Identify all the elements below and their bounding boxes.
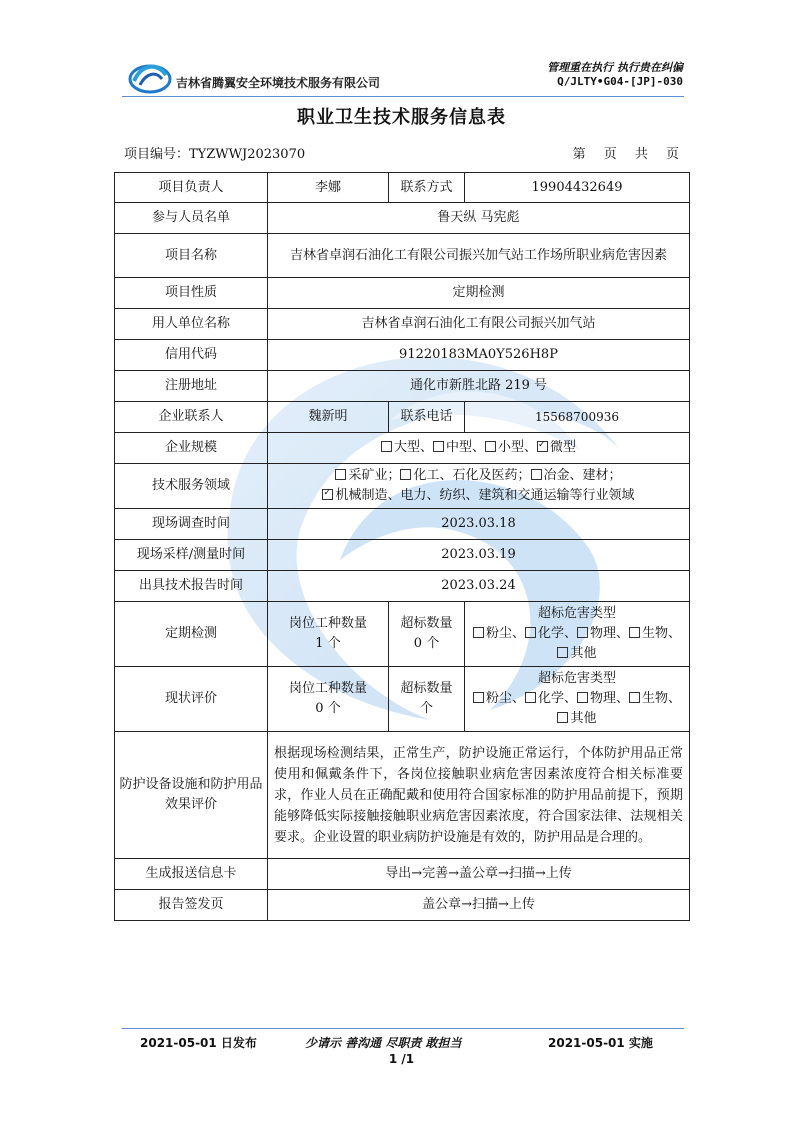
checkbox-biological[interactable] bbox=[629, 692, 640, 703]
status-label: 现状评价 bbox=[115, 667, 268, 732]
project-number: 项目编号：TYZWWJ2023070 bbox=[124, 147, 306, 162]
field-options bbox=[268, 464, 690, 509]
members-label: 参与人员名单 bbox=[115, 203, 268, 234]
hazard-dust: 粉尘、 bbox=[485, 691, 525, 706]
ent-phone-label: 联系电话 bbox=[389, 402, 465, 433]
checkbox-large[interactable] bbox=[381, 441, 392, 452]
employer-value: 吉林省卓润石油化工有限公司振兴加气站 bbox=[268, 309, 690, 340]
contact-value: 19904432649 bbox=[465, 173, 690, 203]
company-logo-icon bbox=[128, 55, 172, 95]
checkbox-other[interactable] bbox=[557, 647, 568, 658]
periodic-posts-label: 岗位工种数量 bbox=[288, 616, 367, 631]
checkbox-physical[interactable] bbox=[577, 692, 588, 703]
document-code: Q/JLTY•G04-[JP]-030 bbox=[557, 75, 683, 88]
checkbox-small[interactable] bbox=[485, 441, 496, 452]
publish-date: 2021-05-01 日发布 bbox=[140, 1036, 257, 1050]
page-info: 第 页 共 页 bbox=[572, 147, 679, 162]
card-label: 生成报送信息卡 bbox=[115, 859, 268, 890]
hazard-physical: 物理、 bbox=[590, 626, 630, 641]
table-row bbox=[115, 203, 690, 234]
status-hazard bbox=[465, 667, 690, 732]
info-table bbox=[114, 172, 690, 921]
hazard-dust: 粉尘、 bbox=[485, 626, 525, 641]
hazard-chemical: 化学、 bbox=[537, 691, 577, 706]
employer-label: 用人单位名称 bbox=[115, 309, 268, 340]
checkbox-other[interactable] bbox=[557, 712, 568, 723]
status-over-label: 超标数量 bbox=[400, 681, 453, 696]
field-option-mining: 采矿业； bbox=[348, 468, 401, 483]
table-row bbox=[115, 732, 690, 859]
table-row bbox=[115, 340, 690, 371]
checkbox-dust[interactable] bbox=[473, 692, 484, 703]
credit-value: 91220183MA0Y526H8P bbox=[268, 340, 690, 371]
checkbox-metallurgy[interactable] bbox=[531, 469, 542, 480]
table-row bbox=[115, 859, 690, 890]
periodic-posts-value: 1 个 bbox=[315, 636, 341, 651]
checkbox-mining[interactable] bbox=[335, 469, 346, 480]
nature-value: 定期检测 bbox=[268, 278, 690, 309]
footer-motto: 少请示 善沟通 尽职责 敢担当 bbox=[305, 1036, 462, 1050]
periodic-over-value: 0 个 bbox=[413, 636, 440, 651]
checkbox-physical[interactable] bbox=[577, 627, 588, 638]
implement-date: 2021-05-01 实施 bbox=[548, 1036, 653, 1050]
scale-options bbox=[268, 433, 690, 464]
checkbox-medium[interactable] bbox=[433, 441, 444, 452]
periodic-hazard bbox=[465, 602, 690, 667]
periodic-posts bbox=[268, 602, 389, 667]
table-row bbox=[115, 509, 690, 540]
scale-label: 企业规模 bbox=[115, 433, 268, 464]
hazard-physical: 物理、 bbox=[590, 691, 630, 706]
table-row bbox=[115, 309, 690, 340]
status-posts bbox=[268, 667, 389, 732]
checkbox-chemical-hazard[interactable] bbox=[525, 627, 536, 638]
table-row bbox=[115, 890, 690, 921]
sampling-value: 2023.03.19 bbox=[268, 540, 690, 571]
project-name-value: 吉林省卓润石油化工有限公司振兴加气站工作场所职业病危害因素 bbox=[268, 234, 690, 278]
scale-option-large: 大型、 bbox=[393, 440, 433, 455]
survey-value: 2023.03.18 bbox=[268, 509, 690, 540]
periodic-label: 定期检测 bbox=[115, 602, 268, 667]
status-posts-value: 0 个 bbox=[315, 701, 341, 716]
hazard-other: 其他 bbox=[570, 646, 597, 661]
periodic-hazard-title: 超标危害类型 bbox=[537, 606, 616, 621]
field-option-chemical: 化工、石化及医药； bbox=[413, 468, 531, 483]
header-divider bbox=[122, 96, 684, 97]
ent-contact-value: 魏新明 bbox=[268, 402, 389, 433]
project-name-label: 项目名称 bbox=[115, 234, 268, 278]
checkbox-micro[interactable] bbox=[537, 441, 548, 452]
footer-divider bbox=[122, 1028, 684, 1029]
status-over-value: 个 bbox=[419, 701, 433, 716]
checkbox-biological[interactable] bbox=[629, 627, 640, 638]
checkbox-dust[interactable] bbox=[473, 627, 484, 638]
checkbox-machinery[interactable] bbox=[322, 489, 333, 500]
table-row bbox=[115, 667, 690, 732]
periodic-over bbox=[389, 602, 465, 667]
scale-option-small: 小型、 bbox=[498, 440, 538, 455]
header-slogan: 管理重在执行 执行贵在纠偏 bbox=[547, 61, 683, 74]
table-row bbox=[115, 173, 690, 203]
address-label: 注册地址 bbox=[115, 371, 268, 402]
table-row bbox=[115, 371, 690, 402]
status-hazard-title: 超标危害类型 bbox=[537, 671, 616, 686]
table-row bbox=[115, 571, 690, 602]
members-value: 鲁天纵 马宪彪 bbox=[268, 203, 690, 234]
checkbox-chemical[interactable] bbox=[400, 469, 411, 480]
card-value: 导出→完善→盖公章→扫描→上传 bbox=[268, 859, 690, 890]
status-over bbox=[389, 667, 465, 732]
table-row bbox=[115, 464, 690, 509]
report-value: 2023.03.24 bbox=[268, 571, 690, 602]
leader-value: 李娜 bbox=[268, 173, 389, 203]
scale-option-micro: 微型 bbox=[550, 440, 577, 455]
field-option-metallurgy: 冶金、建材； bbox=[543, 468, 622, 483]
issue-label: 报告签发页 bbox=[115, 890, 268, 921]
nature-label: 项目性质 bbox=[115, 278, 268, 309]
table-row bbox=[115, 278, 690, 309]
table-row bbox=[115, 540, 690, 571]
page-number: 1 /1 bbox=[388, 1052, 415, 1066]
leader-label: 项目负责人 bbox=[115, 173, 268, 203]
status-posts-label: 岗位工种数量 bbox=[288, 681, 367, 696]
field-option-machinery: 机械制造、电力、纺织、建筑和交通运输等行业领域 bbox=[335, 488, 635, 503]
address-value: 通化市新胜北路 219 号 bbox=[268, 371, 690, 402]
sampling-label: 现场采样/测量时间 bbox=[115, 540, 268, 571]
credit-label: 信用代码 bbox=[115, 340, 268, 371]
periodic-over-label: 超标数量 bbox=[400, 616, 453, 631]
contact-label: 联系方式 bbox=[389, 173, 465, 203]
ent-contact-label: 企业联系人 bbox=[115, 402, 268, 433]
table-row bbox=[115, 433, 690, 464]
hazard-biological: 生物、 bbox=[642, 626, 682, 641]
hazard-chemical: 化学、 bbox=[537, 626, 577, 641]
issue-value: 盖公章→扫描→上传 bbox=[268, 890, 690, 921]
company-name: 吉林省腾翼安全环境技术服务有限公司 bbox=[176, 76, 381, 90]
ent-phone-value: 15568700936 bbox=[465, 402, 690, 433]
page-title: 职业卫生技术服务信息表 bbox=[297, 107, 506, 128]
protect-evaluation: 根据现场检测结果，正常生产，防护设施正常运行，个体防护用品正常使用和佩戴条件下，各岗位接触职业病危害因素浓度符合相关标准要求，作业人员在正确配戴和使用符合国家标准的防护用品前提下，预期能够降低实际接触接触职业病危害因素浓度，符合国家法律、法规相关要求。企业设置的职业病防护设施是有效的，防护用品是合理的。 bbox=[268, 732, 690, 859]
table-row bbox=[115, 402, 690, 433]
protect-label: 防护设备设施和防护用品效果评价 bbox=[115, 732, 268, 859]
table-row bbox=[115, 602, 690, 667]
hazard-biological: 生物、 bbox=[642, 691, 682, 706]
table-row bbox=[115, 234, 690, 278]
report-label: 出具技术报告时间 bbox=[115, 571, 268, 602]
survey-label: 现场调查时间 bbox=[115, 509, 268, 540]
field-label: 技术服务领域 bbox=[115, 464, 268, 509]
hazard-other: 其他 bbox=[570, 711, 597, 726]
checkbox-chemical-hazard[interactable] bbox=[525, 692, 536, 703]
scale-option-medium: 中型、 bbox=[445, 440, 485, 455]
